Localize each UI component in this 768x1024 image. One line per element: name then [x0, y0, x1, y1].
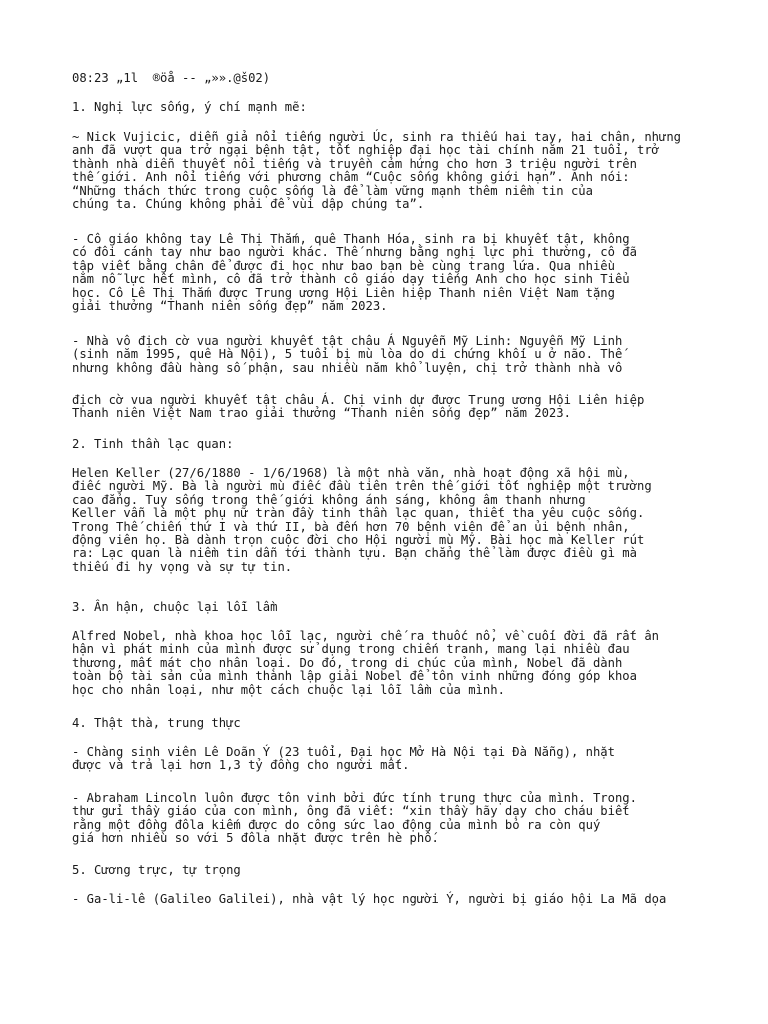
paragraph: [72, 394, 712, 421]
section-heading: 1. Nghị lực sống, ý chí mạnh mẽ:: [72, 100, 307, 114]
paragraph: [72, 467, 712, 574]
text-line: - Abraham Lincoln luôn được tôn vinh bởi đức tính trung thực của mình. Trong.: [72, 791, 637, 805]
section-heading: 3. Ân hận, chuộc lại lỗi lầm: [72, 600, 278, 614]
text-line: “Những thách thức trong cuộc sống là để làm vững mạnh thêm niềm tin của: [72, 183, 593, 198]
text-line: - Cô giáo không tay Lê Thị Thắm, quê Thanh Hóa, sinh ra bị khuyết tật, không: [72, 232, 630, 246]
text-line: tập viết bằng chân để được đi học như bao bạn bè cùng trang lứa. Qua nhiều: [72, 258, 615, 273]
text-line: thương, mất mát cho nhân loại. Do đó, trong di chúc của mình, Nobel đã dành: [72, 655, 623, 670]
section-heading: 2. Tinh thần lạc quan:: [72, 437, 234, 451]
text-line: học. Cô Lê Thị Thắm được Trung ương Hội Liên hiệp Thanh niên Việt Nam tặng: [72, 285, 615, 300]
text-line: địch cờ vua người khuyết tật châu Á. Chị vinh dự được Trung ương Hội Liên hiệp: [72, 393, 645, 407]
text-line: Thanh niên Việt Nam trao giải thưởng “Thanh niên sống đẹp” năm 2023.: [72, 406, 571, 421]
text-line: Keller vẫn là một phụ nữ tràn đầy tinh thần lạc quan, thiết tha yêu cuộc sống.: [72, 506, 645, 521]
section-heading: 4. Thật thà, trung thực: [72, 716, 241, 730]
paragraph: [72, 335, 712, 375]
text-line: giá hơn nhiều so với 5 đôla nhặt được trên hè phố.: [72, 831, 439, 846]
page-header: 08:23 „1l ®öå -- „»».@š02): [72, 71, 271, 85]
section-heading: 5. Cương trực, tự trọng: [72, 863, 241, 877]
text-line: thành nhà diễn thuyết nổi tiếng và truyền cảm hứng cho hơn 3 triệu người trên: [72, 156, 637, 171]
paragraph: [72, 893, 712, 906]
text-line: năm nỗ lực hết mình, cô đã trở thành cô giáo dạy tiếng Anh cho học sinh Tiểu: [72, 272, 630, 287]
text-line: (sinh năm 1995, quê Hà Nội), 5 tuổi bị mù lòa do di chứng khối u ở não. Thế: [72, 347, 623, 362]
paragraph: [72, 746, 712, 773]
text-line: chúng ta. Chúng không phải để vùi dập chúng ta”.: [72, 197, 425, 212]
paragraph: [72, 792, 712, 846]
text-line: Trong Thế chiến thứ I và thứ II, bà đến hơn 70 bệnh viện để an ủi bệnh nhân,: [72, 519, 630, 534]
text-line: học cho nhân loại, như một cách chuộc lại lỗi lầm của mình.: [72, 682, 505, 697]
text-line: Helen Keller (27/6/1880 - 1/6/1968) là một nhà văn, nhà hoạt động xã hội mù,: [72, 466, 630, 480]
text-line: động viên họ. Bà dành trọn cuộc đời cho Hội người mù Mỹ. Bài học mà Keller rút: [72, 533, 645, 548]
text-line: - Nhà vô địch cờ vua người khuyết tật châu Á Nguyễn Mỹ Linh: Nguyễn Mỹ Linh: [72, 334, 623, 348]
text-line: điếc người Mỹ. Bà là người mù điếc đầu tiên trên thế giới tốt nghiệp một trường: [72, 479, 652, 494]
text-line: Alfred Nobel, nhà khoa học lỗi lạc, người chế ra thuốc nổ, về cuối đời đã rất ân: [72, 629, 659, 643]
paragraph: [72, 131, 712, 211]
text-line: toàn bộ tài sản của mình thành lập giải Nobel để tôn vinh những đóng góp khoa: [72, 669, 637, 684]
paragraph: [72, 630, 712, 697]
text-line: có đôi cánh tay như bao người khác. Thế nhưng bằng nghị lực phi thường, cô đã: [72, 245, 637, 260]
text-line: rằng một đồng đôla kiếm được do công sức lao động của mình bỏ ra còn quý: [72, 817, 601, 832]
text-line: ~ Nick Vujicic, diễn giả nổi tiếng người Úc, sinh ra thiếu hai tay, hai chân, nhưng: [72, 130, 682, 144]
text-line: anh đã vượt qua trở ngại bệnh tật, tốt nghiệp đại học tài chính năm 21 tuổi, trở: [72, 143, 659, 158]
text-line: nhưng không đầu hàng số phận, sau nhiều năm khổ luyện, chị trở thành nhà vô: [72, 360, 623, 375]
text-line: - Chàng sinh viên Lê Doãn Ý (23 tuổi, Đại học Mở Hà Nội tại Đà Nẵng), nhặt: [72, 745, 615, 759]
text-line: thiếu đi hy vọng và sự tự tin.: [72, 559, 293, 574]
text-line: được và trả lại hơn 1,3 tỷ đồng cho người mất.: [72, 758, 410, 773]
text-line: ra: Lạc quan là niềm tin dẫn tới thành tựu. Bạn chẳng thể làm được điều gì mà: [72, 546, 637, 561]
text-line: thế giới. Anh nổi tiếng với phương châm “Cuộc sống không giới hạn”. Anh nói:: [72, 170, 630, 185]
text-line: giải thưởng “Thanh niên sống đẹp” năm 2023.: [72, 299, 388, 314]
text-line: thư gửi thầy giáo của con mình, ông đã viết: “xin thầy hãy dạy cho cháu biết: [72, 804, 630, 819]
text-line: hận vì phát minh của mình được sử dụng trong chiến tranh, mang lại nhiều đau: [72, 642, 630, 657]
paragraph: [72, 233, 712, 313]
text-line: - Ga-li-lê (Galileo Galilei), nhà vật lý học người Ý, người bị giáo hội La Mã dọa: [72, 892, 667, 906]
text-line: cao đẳng. Tuy sống trong thế giới không ánh sáng, không âm thanh nhưng: [72, 492, 586, 507]
